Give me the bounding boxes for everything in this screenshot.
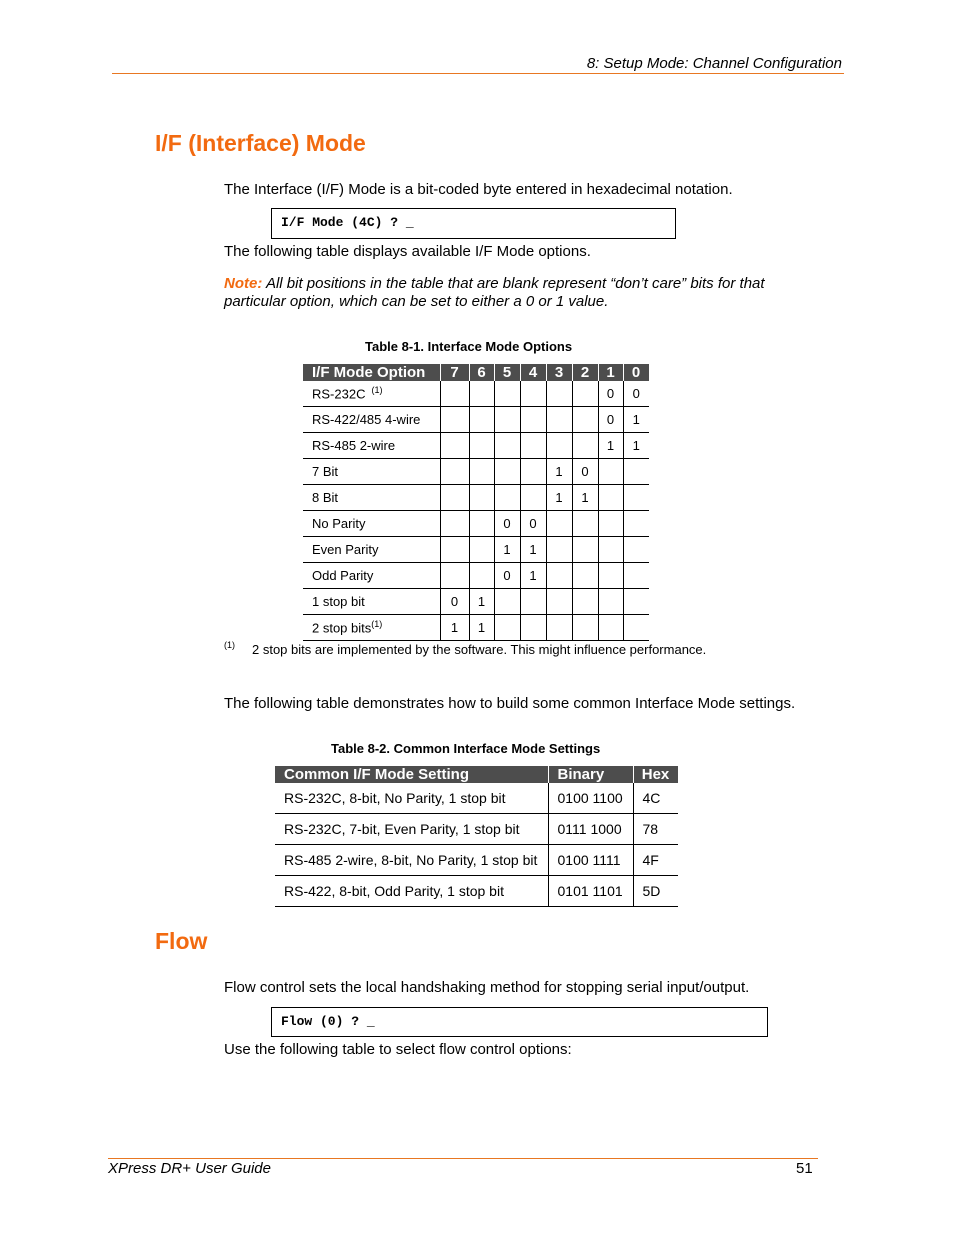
option-label: RS-485 2-wire	[312, 438, 396, 453]
table-row	[303, 407, 649, 433]
table2-intro: The following table demonstrates how to build some common Interface Mode settings.	[224, 695, 796, 712]
table1-header-bit: 5	[494, 364, 520, 381]
setting-cell: RS-485 2-wire, 8-bit, No Parity, 1 stop bit	[275, 845, 548, 876]
bit-cell	[623, 563, 649, 589]
bit-cell	[494, 433, 520, 459]
option-cell	[303, 381, 440, 407]
table1-header-option: I/F Mode Option	[303, 364, 440, 381]
bit-cell	[546, 433, 572, 459]
table1-header-row	[303, 364, 649, 381]
bit-cell	[469, 537, 494, 563]
if-table-intro: The following table displays available I/F Mode options.	[224, 243, 591, 260]
header-rule	[112, 73, 844, 74]
bit-cell	[546, 381, 572, 407]
bit-cell	[440, 563, 469, 589]
option-label: No Parity	[312, 516, 366, 531]
bit-cell	[572, 511, 598, 537]
table-row	[303, 381, 649, 407]
bit-cell	[598, 485, 623, 511]
bit-cell	[520, 459, 546, 485]
table1-header-bit: 3	[546, 364, 572, 381]
common-settings-table	[275, 766, 679, 907]
hex-cell: 5D	[633, 876, 678, 907]
bit-cell	[469, 511, 494, 537]
table1-header-bit: 1	[598, 364, 623, 381]
bit-cell	[598, 511, 623, 537]
binary-cell: 0100 1100	[548, 783, 633, 814]
section-heading-if-mode: I/F (Interface) Mode	[155, 130, 366, 156]
bit-cell: 1	[598, 433, 623, 459]
flow-prompt: Flow (0) ? _	[271, 1007, 768, 1037]
option-cell	[303, 589, 440, 615]
bit-cell	[546, 563, 572, 589]
bit-cell	[572, 615, 598, 641]
bit-cell: 1	[469, 615, 494, 641]
option-label: 2 stop bits	[312, 620, 372, 636]
bit-cell: 1	[572, 485, 598, 511]
bit-cell	[623, 615, 649, 641]
bit-cell: 0	[623, 381, 649, 407]
bit-cell	[469, 407, 494, 433]
hex-cell: 4C	[633, 783, 678, 814]
bit-cell	[546, 615, 572, 641]
bit-cell	[494, 381, 520, 407]
bit-cell: 1	[623, 407, 649, 433]
bit-cell	[440, 407, 469, 433]
bit-cell	[572, 433, 598, 459]
table-row	[275, 783, 678, 814]
bit-cell	[469, 433, 494, 459]
option-label: 7 Bit	[312, 464, 339, 479]
bit-cell: 1	[546, 485, 572, 511]
table1-header-bit: 6	[469, 364, 494, 381]
page-number: 51	[796, 1160, 813, 1177]
bit-cell	[598, 537, 623, 563]
note-block	[224, 275, 784, 311]
footer-rule	[108, 1158, 818, 1159]
bit-cell	[494, 459, 520, 485]
option-label: RS-232C	[312, 386, 366, 402]
bit-cell: 0	[494, 511, 520, 537]
binary-cell: 0100 1111	[548, 845, 633, 876]
bit-cell	[546, 407, 572, 433]
table2-header-row	[275, 766, 678, 783]
option-cell	[303, 459, 440, 485]
if-mode-intro: The Interface (I/F) Mode is a bit-coded byte entered in hexadecimal notation.	[224, 181, 733, 198]
bit-cell: 0	[440, 589, 469, 615]
bit-cell	[520, 615, 546, 641]
bit-cell	[440, 485, 469, 511]
bit-cell	[440, 537, 469, 563]
bit-cell: 0	[494, 563, 520, 589]
table1-caption: Table 8-1. Interface Mode Options	[365, 339, 573, 354]
bit-cell	[440, 381, 469, 407]
section-heading-flow: Flow	[155, 928, 208, 954]
bit-cell	[623, 537, 649, 563]
bit-cell: 0	[572, 459, 598, 485]
bit-cell	[469, 459, 494, 485]
bit-cell: 1	[520, 563, 546, 589]
bit-cell	[494, 615, 520, 641]
bit-cell	[440, 511, 469, 537]
table2-header-binary: Binary	[548, 766, 633, 783]
bit-cell	[520, 589, 546, 615]
bit-cell	[520, 485, 546, 511]
table-row	[303, 563, 649, 589]
hex-cell: 78	[633, 814, 678, 845]
table-row	[303, 459, 649, 485]
hex-cell: 4F	[633, 845, 678, 876]
option-cell	[303, 615, 440, 641]
binary-cell: 0101 1101	[548, 876, 633, 907]
bit-cell	[494, 589, 520, 615]
table-row	[275, 814, 678, 845]
interface-mode-options-table	[303, 364, 650, 641]
table-row	[303, 511, 649, 537]
bit-cell	[572, 563, 598, 589]
note-label: Note:	[224, 275, 263, 292]
table1-footnote-mark: (1)	[224, 640, 235, 650]
option-cell	[303, 537, 440, 563]
table1-header-bit: 0	[623, 364, 649, 381]
bit-cell	[623, 485, 649, 511]
option-cell	[303, 407, 440, 433]
bit-cell: 0	[598, 407, 623, 433]
bit-cell: 1	[440, 615, 469, 641]
table2-header-hex: Hex	[633, 766, 678, 783]
bit-cell	[572, 589, 598, 615]
footnote-ref: (1)	[371, 619, 383, 630]
bit-cell	[520, 381, 546, 407]
option-label: RS-422/485 4-wire	[312, 412, 421, 427]
running-header: 8: Setup Mode: Channel Configuration	[586, 55, 842, 72]
bit-cell	[623, 459, 649, 485]
bit-cell	[469, 381, 494, 407]
binary-cell: 0111 1000	[548, 814, 633, 845]
option-label: Odd Parity	[312, 568, 374, 583]
table1-header-bit: 2	[572, 364, 598, 381]
bit-cell	[494, 407, 520, 433]
bit-cell	[546, 537, 572, 563]
setting-cell: RS-422, 8-bit, Odd Parity, 1 stop bit	[275, 876, 548, 907]
table-row	[303, 433, 649, 459]
bit-cell: 1	[520, 537, 546, 563]
bit-cell	[623, 589, 649, 615]
bit-cell: 1	[546, 459, 572, 485]
bit-cell	[440, 459, 469, 485]
option-cell	[303, 485, 440, 511]
table2-header-setting: Common I/F Mode Setting	[275, 766, 548, 783]
bit-cell: 1	[494, 537, 520, 563]
bit-cell	[440, 433, 469, 459]
bit-cell: 1	[623, 433, 649, 459]
bit-cell	[572, 381, 598, 407]
bit-cell	[546, 589, 572, 615]
table-row	[303, 615, 649, 641]
bit-cell	[494, 485, 520, 511]
bit-cell: 0	[520, 511, 546, 537]
bit-cell	[520, 407, 546, 433]
table-row	[303, 485, 649, 511]
bit-cell	[469, 485, 494, 511]
table-row	[303, 589, 649, 615]
setting-cell: RS-232C, 7-bit, Even Parity, 1 stop bit	[275, 814, 548, 845]
setting-cell: RS-232C, 8-bit, No Parity, 1 stop bit	[275, 783, 548, 814]
bit-cell	[546, 511, 572, 537]
option-cell	[303, 433, 440, 459]
option-cell	[303, 563, 440, 589]
bit-cell	[623, 511, 649, 537]
option-label: Even Parity	[312, 542, 379, 557]
bit-cell	[598, 459, 623, 485]
note-text: All bit positions in the table that are blank represent “don’t care” bits for that particular option, which can be set to either a 0 or 1 value.	[224, 275, 765, 310]
bit-cell: 0	[598, 381, 623, 407]
flow-intro: Flow control sets the local handshaking method for stopping serial input/output.	[224, 979, 750, 996]
bit-cell: 1	[469, 589, 494, 615]
if-mode-prompt: I/F Mode (4C) ? _	[271, 208, 676, 239]
table2-caption: Table 8-2. Common Interface Mode Settings	[331, 741, 601, 756]
option-label: 8 Bit	[312, 490, 339, 505]
option-cell	[303, 511, 440, 537]
bit-cell	[598, 615, 623, 641]
footer-guide-title: XPress DR+ User Guide	[108, 1160, 271, 1177]
bit-cell	[520, 433, 546, 459]
option-label: 1 stop bit	[312, 594, 365, 609]
table1-header-bit: 4	[520, 364, 546, 381]
footnote-ref: (1)	[371, 385, 383, 396]
bit-cell	[598, 589, 623, 615]
table-row	[303, 537, 649, 563]
table-row	[275, 876, 678, 907]
flow-table-intro: Use the following table to select flow control options:	[224, 1041, 572, 1058]
bit-cell	[572, 407, 598, 433]
table1-footnote: 2 stop bits are implemented by the software. This might influence performance.	[252, 642, 707, 657]
table-row	[275, 845, 678, 876]
table1-header-bit: 7	[440, 364, 469, 381]
bit-cell	[572, 537, 598, 563]
bit-cell	[598, 563, 623, 589]
bit-cell	[469, 563, 494, 589]
